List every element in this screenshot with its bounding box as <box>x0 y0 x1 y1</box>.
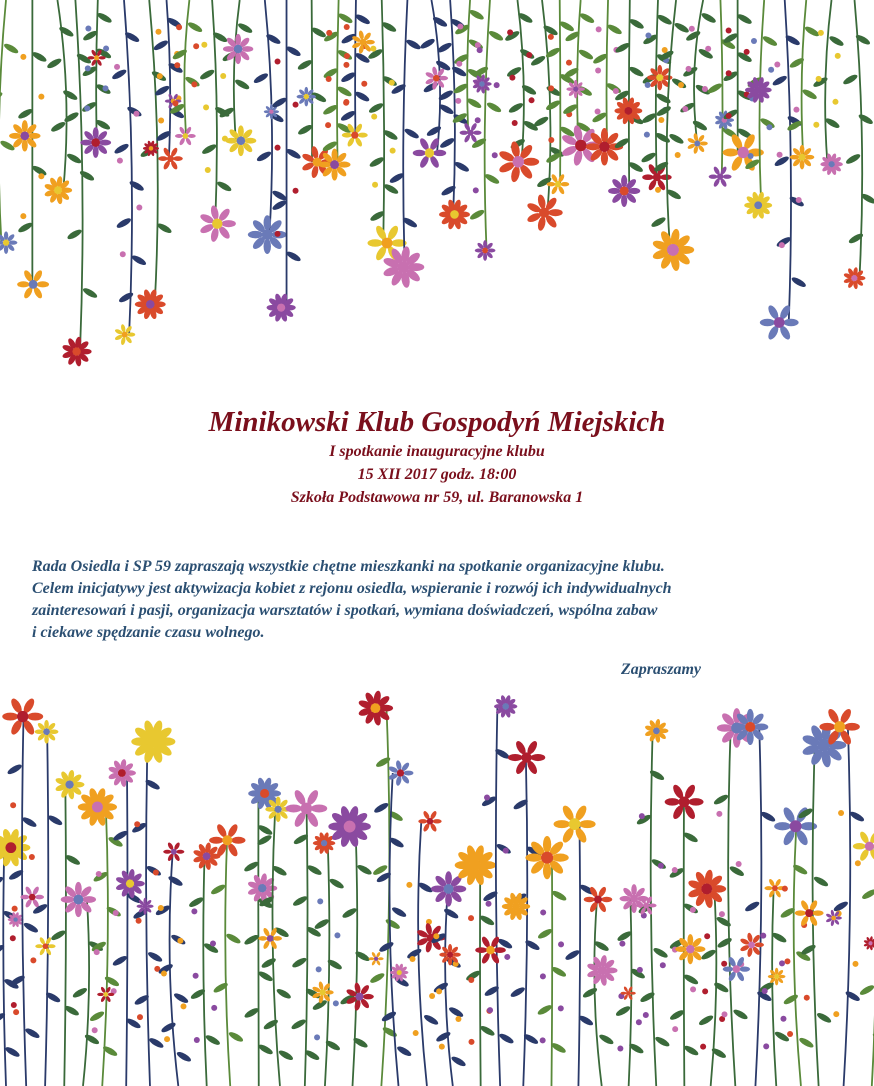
body-line: Celem inicjatywy jest aktywizacja kobiet z rejonu osiedla, wspieranie i rozwój ich indywidualnych <box>32 580 672 597</box>
flower-icon <box>55 769 85 799</box>
stem-icon <box>0 848 21 1086</box>
flower-icon <box>267 293 296 322</box>
flower-icon <box>131 719 175 764</box>
stem-icon <box>509 758 542 1086</box>
stem-icon <box>744 0 778 205</box>
stem-icon <box>367 0 400 243</box>
flower-icon <box>193 842 221 870</box>
stem-icon <box>698 889 732 1086</box>
floral-border-bottom <box>0 690 874 1086</box>
stem-icon <box>0 0 20 243</box>
flower-icon <box>652 228 695 271</box>
flower-icon <box>137 898 154 915</box>
flower-icon <box>502 892 530 921</box>
flower-icon <box>163 842 184 862</box>
invitation-body <box>32 556 832 644</box>
stem-icon <box>832 727 865 1086</box>
flower-icon <box>115 869 145 899</box>
flower-icon <box>223 34 253 64</box>
flower-icon <box>460 122 482 143</box>
stem-icon <box>536 858 567 1086</box>
stem-icon <box>271 0 302 308</box>
stem-icon <box>591 0 623 147</box>
flower-icon <box>795 899 824 927</box>
flower-icon <box>248 215 287 254</box>
stem-icon <box>71 899 104 1086</box>
stem-icon <box>210 840 245 1086</box>
flower-icon <box>687 133 708 154</box>
flower-icon <box>369 951 384 966</box>
flower-icon <box>608 175 640 207</box>
flower-icon <box>526 194 563 232</box>
flower-icon <box>853 830 874 862</box>
flower-icon <box>586 955 617 987</box>
stem-icon <box>713 728 749 1086</box>
flower-icon <box>413 137 446 169</box>
body-line: zainteresowań i pasji, organizacja warsztatów i spotkań, wymiana doświadczeń, wspólna zabaw <box>32 602 658 619</box>
stem-icon <box>311 843 345 1086</box>
closing-signature: Zapraszamy <box>621 661 701 678</box>
stem-icon <box>290 808 323 1086</box>
flower-icon <box>554 804 596 844</box>
event-location: Szkoła Podstawowa nr 59, ul. Baranowska 1 <box>290 489 584 506</box>
flower-icon <box>790 145 815 170</box>
flower-icon <box>80 127 111 158</box>
flower-icon <box>319 149 351 181</box>
stem-icon <box>582 899 615 1086</box>
flower-icon <box>35 720 59 744</box>
body-line: Rada Osiedla i SP 59 zapraszają wszystkie chętne mieszkanki na spotkanie organizacyjne klubu. <box>32 558 665 575</box>
flower-icon <box>225 125 256 156</box>
stem-icon <box>635 731 670 1086</box>
stem-icon <box>430 889 467 1086</box>
invitation-header <box>0 404 874 509</box>
stem-icon <box>321 0 353 165</box>
stem-icon <box>296 0 327 162</box>
flower-icon <box>760 304 799 341</box>
stem-icon <box>339 827 373 1086</box>
flower-icon <box>439 944 461 966</box>
flower-icon <box>843 267 865 290</box>
stem-icon <box>679 0 717 143</box>
flower-icon <box>62 336 92 366</box>
flower-icon <box>687 869 726 908</box>
flower-icon <box>732 709 768 745</box>
stem-icon <box>562 0 596 145</box>
flower-icon <box>158 147 183 171</box>
stem-icon <box>50 785 81 1086</box>
stem-icon <box>373 773 413 1086</box>
flower-icon <box>313 832 335 855</box>
stem-icon <box>81 0 113 143</box>
flower-icon <box>135 289 166 320</box>
flower-icon <box>723 133 764 173</box>
club-title: Minikowski Klub Gospodyń Miejskich <box>208 406 666 438</box>
flower-icon <box>9 120 40 151</box>
flower-icon <box>20 886 44 909</box>
flower-icon <box>644 719 668 743</box>
flower-icon <box>199 205 236 243</box>
flower-icon <box>0 828 30 867</box>
flower-icon <box>744 191 772 219</box>
flower-icon <box>475 240 496 261</box>
flower-icon <box>525 836 568 879</box>
flower-icon <box>768 968 786 986</box>
flower-icon <box>61 882 96 917</box>
stem-icon <box>758 888 790 1086</box>
hanging-flowers-illustration <box>0 0 874 400</box>
stem-icon <box>812 0 845 164</box>
flower-icon <box>114 324 135 346</box>
stem-icon <box>842 0 874 278</box>
flower-icon <box>709 166 732 188</box>
stem-icon <box>406 821 440 1086</box>
flower-icon <box>820 153 843 176</box>
stem-icon <box>779 826 815 1086</box>
stem-icon <box>859 846 874 1086</box>
flower-icon <box>328 805 371 848</box>
flower-icon <box>297 87 316 106</box>
event-subtitle: I spotkanie inauguracyjne klubu <box>329 443 545 460</box>
flower-icon <box>108 759 136 788</box>
stem-icon <box>744 727 777 1086</box>
stem-icon <box>89 807 124 1086</box>
stem-icon <box>564 824 595 1086</box>
stem-icon <box>786 0 820 157</box>
stem-icon <box>111 0 148 335</box>
flower-icon <box>566 80 585 99</box>
flower-icon <box>675 934 705 964</box>
flower-icon <box>44 176 72 205</box>
event-date-time: 15 XII 2017 godz. 18:00 <box>357 466 517 483</box>
flower-icon <box>78 787 117 827</box>
floral-border-top <box>0 0 874 400</box>
growing-flowers-illustration <box>0 690 874 1086</box>
stem-icon <box>218 0 253 141</box>
flower-icon <box>498 141 539 183</box>
body-line: i ciekawe spędzanie czasu wolnego. <box>32 624 265 641</box>
flower-icon <box>863 936 874 950</box>
flower-icon <box>418 810 441 832</box>
flower-icon <box>0 231 17 254</box>
stem-icon <box>111 773 142 1086</box>
stem-icon <box>504 0 539 162</box>
flower-icon <box>723 956 750 982</box>
